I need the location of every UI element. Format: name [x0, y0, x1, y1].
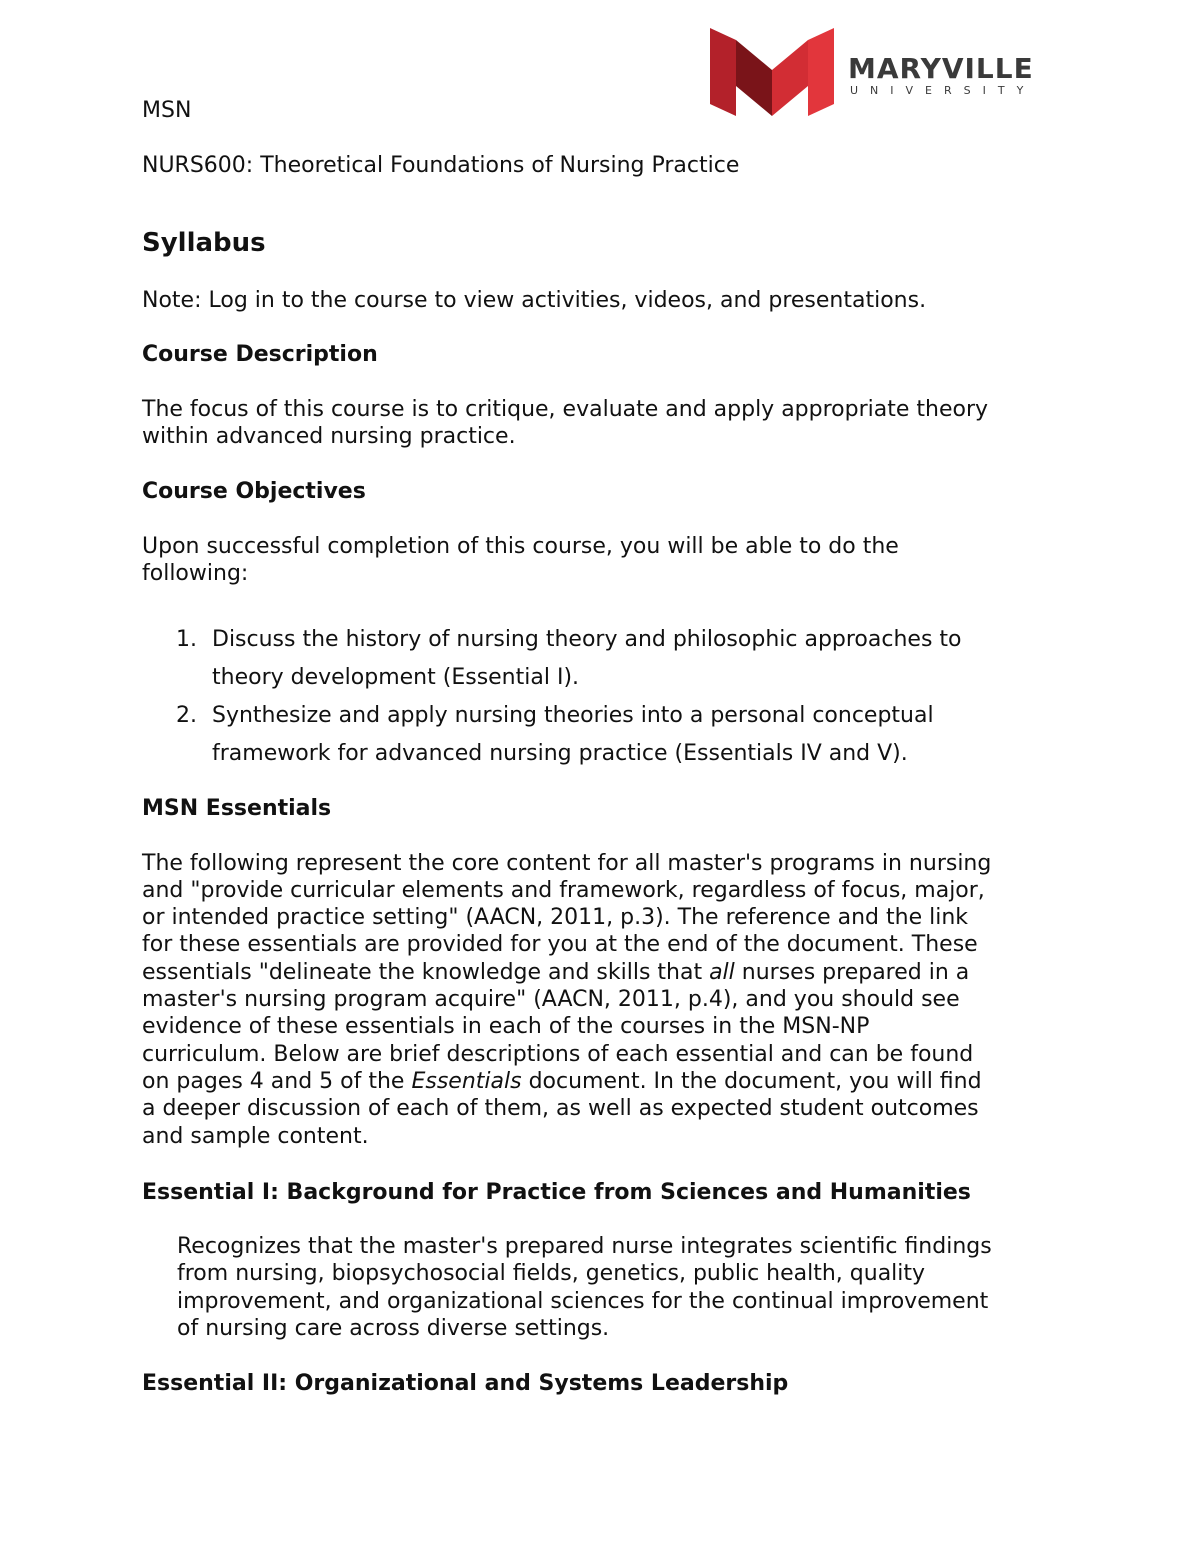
- essentials-paragraph-line: essentials "delineate the knowledge and skills that all nurses prepared in a: [142, 960, 970, 985]
- essentials-paragraph-line: curriculum. Below are brief descriptions of each essential and can be found: [142, 1042, 974, 1067]
- essentials-paragraph-line: and sample content.: [142, 1124, 369, 1149]
- login-note: Note: Log in to the course to view activities, videos, and presentations.: [142, 288, 927, 313]
- essentials-paragraph-line: master's nursing program acquire" (AACN, 2011, p.4), and you should see: [142, 987, 960, 1012]
- list-item: framework for advanced nursing practice (Essentials IV and V).: [212, 741, 908, 766]
- list-item: Discuss the history of nursing theory and philosophic approaches to: [212, 627, 962, 652]
- essential-2-heading: Essential II: Organizational and Systems Leadership: [142, 1371, 789, 1396]
- essentials-paragraph-line: evidence of these essentials in each of the courses in the MSN-NP: [142, 1014, 870, 1039]
- course-title: NURS600: Theoretical Foundations of Nursing Practice: [142, 153, 740, 178]
- maryville-logo: [706, 24, 1036, 120]
- objectives-intro-line: following:: [142, 561, 249, 586]
- objectives-intro-line: Upon successful completion of this course, you will be able to do the: [142, 534, 899, 559]
- logo-subtitle: UNIVERSITY: [850, 84, 1036, 97]
- list-item-number: 2.: [176, 703, 197, 728]
- list-item: theory development (Essential I).: [212, 665, 580, 690]
- course-description-line: within advanced nursing practice.: [142, 424, 516, 449]
- course-objectives-heading: Course Objectives: [142, 479, 366, 504]
- essentials-paragraph-line: on pages 4 and 5 of the Essentials document. In the document, you will find: [142, 1069, 982, 1094]
- essential-1-heading: Essential I: Background for Practice from Sciences and Humanities: [142, 1180, 971, 1205]
- list-item-number: 1.: [176, 627, 197, 652]
- course-description-heading: Course Description: [142, 342, 378, 367]
- essential-1-line: improvement, and organizational sciences for the continual improvement: [177, 1289, 989, 1314]
- program-label: MSN: [142, 98, 192, 123]
- course-description-line: The focus of this course is to critique, evaluate and apply appropriate theory: [142, 397, 989, 422]
- essential-1-line: from nursing, biopsychosocial fields, genetics, public health, quality: [177, 1261, 926, 1286]
- essential-1-line: of nursing care across diverse settings.: [177, 1316, 610, 1341]
- essentials-paragraph-line: for these essentials are provided for you at the end of the document. These: [142, 932, 978, 957]
- essentials-paragraph-line: The following represent the core content for all master's programs in nursing: [142, 851, 992, 876]
- essentials-paragraph-line: or intended practice setting" (AACN, 2011, p.3). The reference and the link: [142, 905, 968, 930]
- maryville-m-mark-icon: [706, 24, 838, 120]
- msn-essentials-heading: MSN Essentials: [142, 796, 332, 821]
- essentials-paragraph-line: and "provide curricular elements and framework, regardless of focus, major,: [142, 878, 985, 903]
- essential-1-line: Recognizes that the master's prepared nurse integrates scientific findings: [177, 1234, 992, 1259]
- list-item: Synthesize and apply nursing theories into a personal conceptual: [212, 703, 934, 728]
- essentials-paragraph-line: a deeper discussion of each of them, as well as expected student outcomes: [142, 1096, 979, 1121]
- page-title: Syllabus: [142, 228, 266, 258]
- logo-wordmark: MARYVILLE: [848, 52, 1034, 85]
